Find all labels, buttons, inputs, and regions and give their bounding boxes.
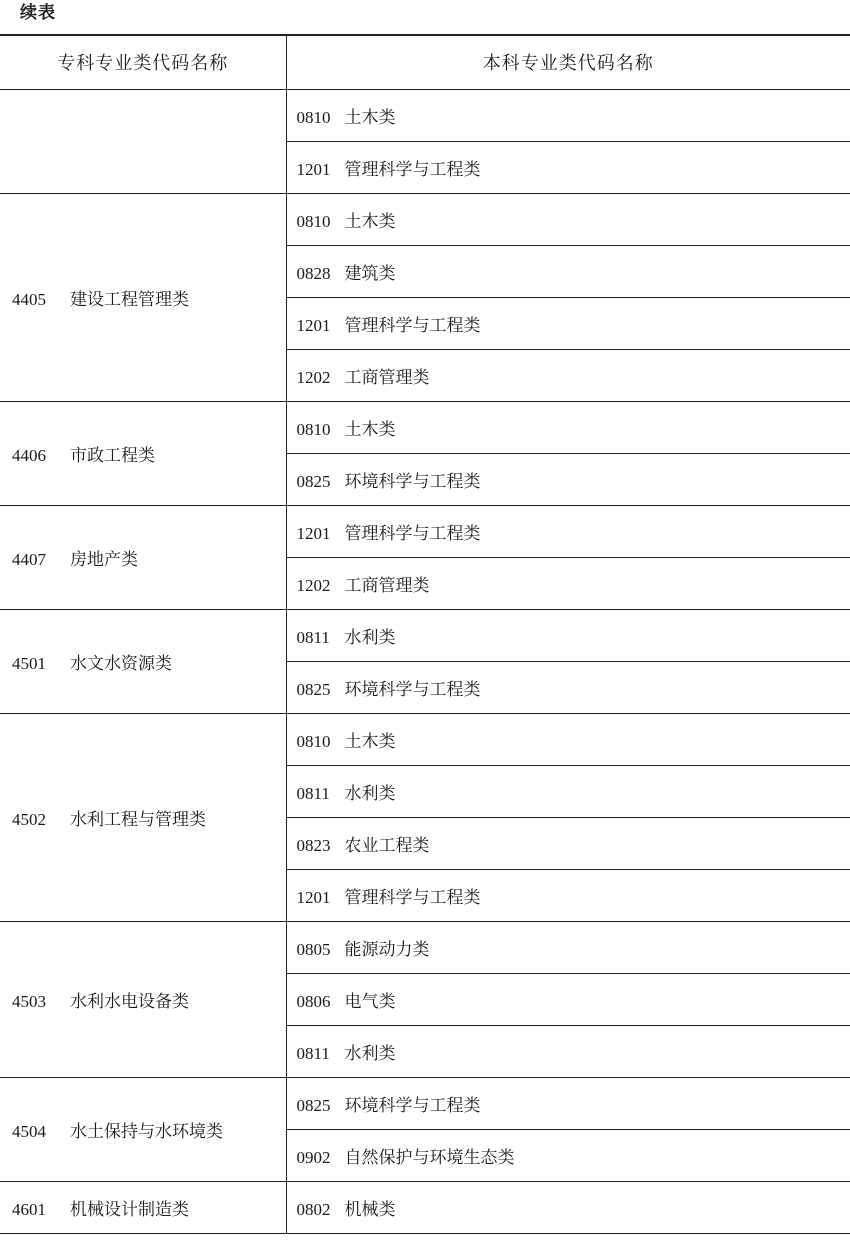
- undergraduate-major-name: 工商管理类: [344, 575, 430, 596]
- undergraduate-major-cell: [286, 713, 850, 765]
- undergraduate-major-name: 水利类: [344, 783, 396, 804]
- undergraduate-major-code: 0902: [296, 1147, 331, 1167]
- vocational-major-name: 水文水资源类: [70, 653, 172, 674]
- undergraduate-major-name: 管理科学与工程类: [344, 315, 481, 336]
- undergraduate-major-name: 环境科学与工程类: [344, 679, 481, 700]
- vocational-major-code: 4407: [12, 549, 46, 569]
- undergraduate-major-code: 0811: [296, 627, 330, 647]
- table-body: [0, 89, 850, 1233]
- undergraduate-major-name: 农业工程类: [344, 835, 430, 856]
- undergraduate-major-cell: [286, 245, 850, 297]
- undergraduate-major-cell: [286, 401, 850, 453]
- undergraduate-major-cell: [286, 557, 850, 609]
- undergraduate-major-code: 0810: [296, 211, 331, 231]
- table-header-row: [0, 35, 850, 89]
- table-row: [0, 713, 850, 765]
- undergraduate-major-name: 管理科学与工程类: [344, 523, 481, 544]
- table-row: [0, 609, 850, 661]
- table-caption: 续表: [20, 3, 56, 23]
- undergraduate-major-cell: [286, 297, 850, 349]
- vocational-major-cell: [0, 193, 286, 401]
- undergraduate-major-code: 0805: [296, 939, 331, 959]
- undergraduate-major-code: 0802: [296, 1199, 331, 1219]
- undergraduate-major-code: 0811: [296, 783, 330, 803]
- vocational-major-name: 水利工程与管理类: [70, 809, 206, 830]
- undergraduate-major-code: 0825: [296, 679, 331, 699]
- table-row: [0, 401, 850, 453]
- undergraduate-major-name: 水利类: [344, 627, 396, 648]
- undergraduate-major-cell: [286, 453, 850, 505]
- vocational-major-name: 水土保持与水环境类: [70, 1121, 223, 1142]
- vocational-major-name: 水利水电设备类: [70, 991, 189, 1012]
- undergraduate-major-code: 1202: [296, 575, 331, 595]
- undergraduate-major-code: 1201: [296, 315, 331, 335]
- undergraduate-major-name: 电气类: [344, 991, 396, 1012]
- undergraduate-major-name: 机械类: [344, 1199, 396, 1220]
- vocational-major-code: 4501: [12, 653, 46, 673]
- undergraduate-major-name: 管理科学与工程类: [344, 887, 481, 908]
- undergraduate-major-cell: [286, 921, 850, 973]
- undergraduate-major-code: 0825: [296, 471, 331, 491]
- vocational-major-code: 4503: [12, 991, 46, 1011]
- vocational-major-code: 4601: [12, 1199, 46, 1219]
- undergraduate-major-code: 0810: [296, 731, 331, 751]
- vocational-major-cell: [0, 609, 286, 713]
- undergraduate-major-cell: [286, 1181, 850, 1233]
- undergraduate-major-name: 土木类: [344, 107, 396, 128]
- undergraduate-major-name: 水利类: [344, 1043, 396, 1064]
- undergraduate-major-cell: [286, 1129, 850, 1181]
- undergraduate-major-cell: [286, 1025, 850, 1077]
- undergraduate-major-code: 0810: [296, 107, 331, 127]
- undergraduate-major-name: 环境科学与工程类: [344, 471, 481, 492]
- undergraduate-major-code: 1201: [296, 523, 331, 543]
- header-undergraduate-major: 本科专业类代码名称: [286, 35, 850, 89]
- undergraduate-major-cell: [286, 1077, 850, 1129]
- undergraduate-major-cell: [286, 505, 850, 557]
- vocational-major-name: 建设工程管理类: [70, 289, 189, 310]
- undergraduate-major-code: 0825: [296, 1095, 331, 1115]
- header-vocational-major: 专科专业类代码名称: [0, 35, 286, 89]
- vocational-major-cell: [0, 89, 286, 193]
- undergraduate-major-cell: [286, 765, 850, 817]
- vocational-major-code: 4502: [12, 809, 46, 829]
- undergraduate-major-name: 建筑类: [344, 263, 396, 284]
- undergraduate-major-cell: [286, 141, 850, 193]
- vocational-major-name: 房地产类: [70, 549, 138, 570]
- undergraduate-major-name: 能源动力类: [344, 939, 430, 960]
- table-row: [0, 1181, 850, 1233]
- vocational-major-name: 机械设计制造类: [70, 1199, 189, 1220]
- undergraduate-major-name: 自然保护与环境生态类: [344, 1147, 515, 1168]
- undergraduate-major-cell: [286, 349, 850, 401]
- undergraduate-major-cell: [286, 869, 850, 921]
- vocational-major-cell: [0, 921, 286, 1077]
- vocational-major-code: 4405: [12, 289, 46, 309]
- table-row: [0, 921, 850, 973]
- vocational-major-cell: [0, 1077, 286, 1181]
- undergraduate-major-name: 土木类: [344, 419, 396, 440]
- major-mapping-table: [0, 34, 850, 1234]
- undergraduate-major-cell: [286, 193, 850, 245]
- undergraduate-major-name: 土木类: [344, 211, 396, 232]
- vocational-major-cell: [0, 401, 286, 505]
- table-row: [0, 505, 850, 557]
- table-row: [0, 1077, 850, 1129]
- undergraduate-major-cell: [286, 973, 850, 1025]
- undergraduate-major-code: 0810: [296, 419, 331, 439]
- undergraduate-major-code: 0806: [296, 991, 331, 1011]
- undergraduate-major-code: 1201: [296, 159, 331, 179]
- vocational-major-name: 市政工程类: [70, 445, 155, 466]
- undergraduate-major-cell: [286, 609, 850, 661]
- table-row: [0, 89, 850, 141]
- vocational-major-cell: [0, 1181, 286, 1233]
- undergraduate-major-cell: [286, 661, 850, 713]
- vocational-major-code: 4504: [12, 1121, 46, 1141]
- undergraduate-major-cell: [286, 89, 850, 141]
- undergraduate-major-cell: [286, 817, 850, 869]
- undergraduate-major-code: 1201: [296, 887, 331, 907]
- vocational-major-cell: [0, 505, 286, 609]
- undergraduate-major-code: 0823: [296, 835, 331, 855]
- undergraduate-major-name: 管理科学与工程类: [344, 159, 481, 180]
- undergraduate-major-code: 0811: [296, 1043, 330, 1063]
- vocational-major-cell: [0, 713, 286, 921]
- vocational-major-code: 4406: [12, 445, 46, 465]
- undergraduate-major-code: 1202: [296, 367, 331, 387]
- undergraduate-major-name: 环境科学与工程类: [344, 1095, 481, 1116]
- undergraduate-major-name: 工商管理类: [344, 367, 430, 388]
- undergraduate-major-code: 0828: [296, 263, 331, 283]
- undergraduate-major-name: 土木类: [344, 731, 396, 752]
- table-row: [0, 193, 850, 245]
